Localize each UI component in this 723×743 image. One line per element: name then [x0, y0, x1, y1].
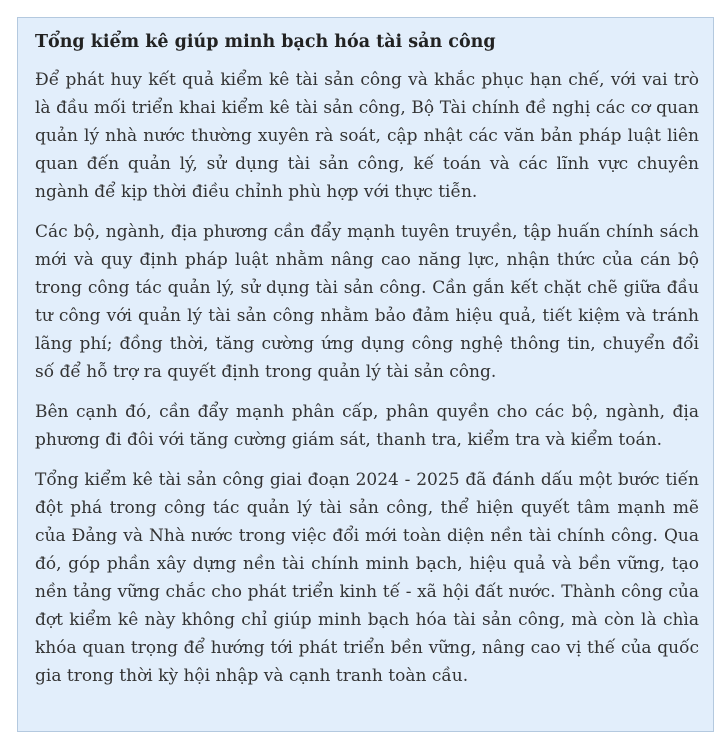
- box-paragraph-3: Bên cạnh đó, cần đẩy mạnh phân cấp, phân quyền cho các bộ, ngành, địa phương đi đôi với tăng cường giám sát, thanh tra, kiểm tra và kiểm toán.: [35, 402, 699, 450]
- box-paragraph-4: Tổng kiểm kê tài sản công giai đoạn 2024 - 2025 đã đánh dấu một bước tiến đột phá trong công tác quản lý tài sản công, thể hiện quyết tâm mạnh mẽ của Đảng và Nhà nước trong việc đổi mới toàn diện nền tài chính công. Qua đó, góp phần xây dựng nền tài chính minh bạch, hiệu quả và bền vững, tạo nền tảng vững chắc cho phát triển kinh tế - xã hội đất nước. Thành công của đợt kiểm kê này không chỉ giúp minh bạch hóa tài sản công, mà còn là chìa khóa quan trọng để hướng tới phát triển bền vững, nâng cao vị thế của quốc gia trong thời kỳ hội nhập và cạnh tranh toàn cầu.: [35, 470, 699, 686]
- info-box: [17, 17, 714, 732]
- box-title: Tổng kiểm kê giúp minh bạch hóa tài sản công: [35, 32, 496, 52]
- box-paragraph-2: Các bộ, ngành, địa phương cần đẩy mạnh tuyên truyền, tập huấn chính sách mới và quy định pháp luật nhằm nâng cao năng lực, nhận thức của cán bộ trong công tác quản lý, sử dụng tài sản công. Cần gắn kết chặt chẽ giữa đầu tư công với quản lý tài sản công nhằm bảo đảm hiệu quả, tiết kiệm và tránh lãng phí; đồng thời, tăng cường ứng dụng công nghệ thông tin, chuyển đổi số để hỗ trợ ra quyết định trong quản lý tài sản công.: [35, 222, 699, 382]
- box-paragraph-1: Để phát huy kết quả kiểm kê tài sản công và khắc phục hạn chế, với vai trò là đầu mối triển khai kiểm kê tài sản công, Bộ Tài chính đề nghị các cơ quan quản lý nhà nước thường xuyên rà soát, cập nhật các văn bản pháp luật liên quan đến quản lý, sử dụng tài sản công, kế toán và các lĩnh vực chuyên ngành để kịp thời điều chỉnh phù hợp với thực tiễn.: [35, 70, 699, 202]
